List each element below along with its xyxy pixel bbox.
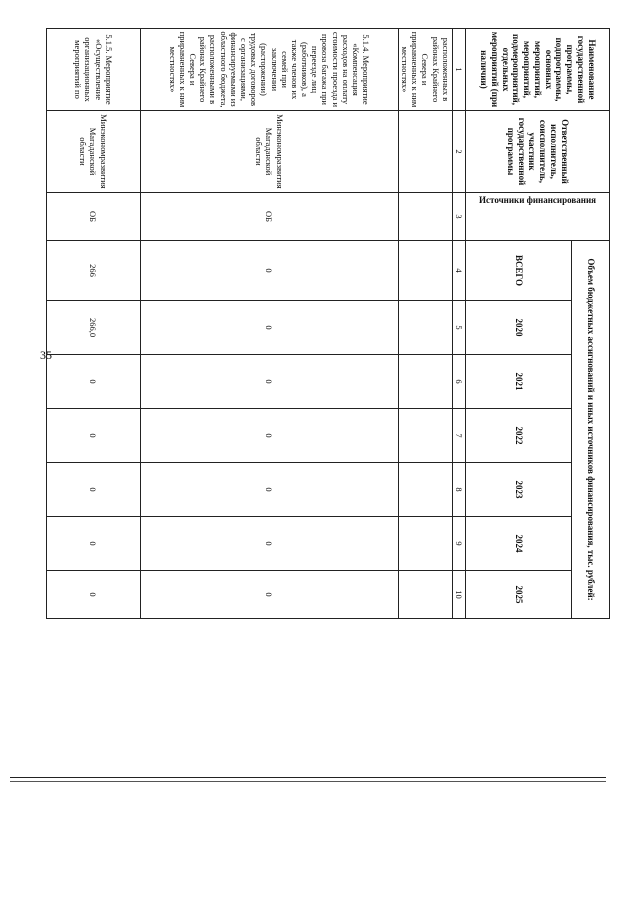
row-value: 0 <box>46 571 140 619</box>
row-value: 0 <box>140 463 398 517</box>
rotated-table-content <box>56 28 610 618</box>
row-executor <box>398 111 452 193</box>
col-number: 2 <box>452 111 465 193</box>
row-source: ОБ <box>140 193 398 241</box>
row-value <box>398 463 452 517</box>
header-year-2025: 2025 <box>466 571 572 619</box>
header-year-2020: 2020 <box>466 301 572 355</box>
header-name: Наименование государственной программы, подпрограммы, основных мероприятий, мероприятий, подмероприятий, отдельных мероприятий (при наличии) <box>466 29 610 111</box>
rotated-table-frame <box>56 28 610 618</box>
row-value: 0 <box>140 241 398 301</box>
row-executor: Минэкономразвития Магаданской области <box>140 111 398 193</box>
page-number: 35 <box>40 348 52 362</box>
col-number: 6 <box>452 355 465 409</box>
row-source <box>398 193 452 241</box>
row-value <box>398 355 452 409</box>
header-year-2023: 2023 <box>466 463 572 517</box>
row-value <box>398 241 452 301</box>
row-value: 0 <box>140 571 398 619</box>
row-value <box>398 517 452 571</box>
header-year-2022: 2022 <box>466 409 572 463</box>
col-number: 4 <box>452 241 465 301</box>
row-executor: Минэкономразвития Магаданской области <box>46 111 140 193</box>
separator-line <box>10 781 606 782</box>
col-number: 8 <box>452 463 465 517</box>
col-number: 10 <box>452 571 465 619</box>
header-source <box>466 193 610 241</box>
row-name: 5.1.5. Мероприятие «Осуществление организационных мероприятий по <box>46 29 140 111</box>
row-value: 0 <box>46 355 140 409</box>
col-number: 7 <box>452 409 465 463</box>
col-number: 1 <box>452 29 465 111</box>
row-value: 0 <box>140 409 398 463</box>
header-funding-group: Объем бюджетных ассигнований и иных источников финансирования, тыс. рублей: <box>572 241 610 619</box>
row-value <box>398 301 452 355</box>
funding-table <box>46 28 610 619</box>
row-value: 0 <box>46 463 140 517</box>
row-value: 266 <box>46 241 140 301</box>
header-year-2024: 2024 <box>466 517 572 571</box>
row-value: 266,0 <box>46 301 140 355</box>
row-source: ОБ <box>46 193 140 241</box>
row-name: расположенных в районах Крайнего Севера и приравненных к ним местностях» <box>398 29 452 111</box>
row-value: 0 <box>140 301 398 355</box>
row-value: 0 <box>46 409 140 463</box>
col-number: 5 <box>452 301 465 355</box>
row-value: 0 <box>46 517 140 571</box>
row-value <box>398 571 452 619</box>
header-year-total: ВСЕГО <box>466 241 572 301</box>
table-row <box>140 29 398 619</box>
table-row <box>46 29 140 619</box>
row-value <box>398 409 452 463</box>
row-value: 0 <box>140 517 398 571</box>
header-executor: Ответственный исполнитель, соисполнитель, участник государственной программы <box>466 111 610 193</box>
table-row <box>398 29 452 619</box>
row-value: 0 <box>140 355 398 409</box>
col-number: 3 <box>452 193 465 241</box>
col-number: 9 <box>452 517 465 571</box>
header-source-label: Источники финансирования <box>479 195 596 205</box>
separator-line <box>10 777 606 778</box>
header-year-2021: 2021 <box>466 355 572 409</box>
row-name: 5.1.4. Мероприятие «Компенсация расходов на оплату стоимости проезда и провоза багажа при переезде лиц (работников), а также членов их семей при заключении (расторжении) трудовых договоров с организациями, финансируемыми из областного бюджета, расположенными в районах Крайнего Севера и приравненных к ним местностях» <box>140 29 398 111</box>
